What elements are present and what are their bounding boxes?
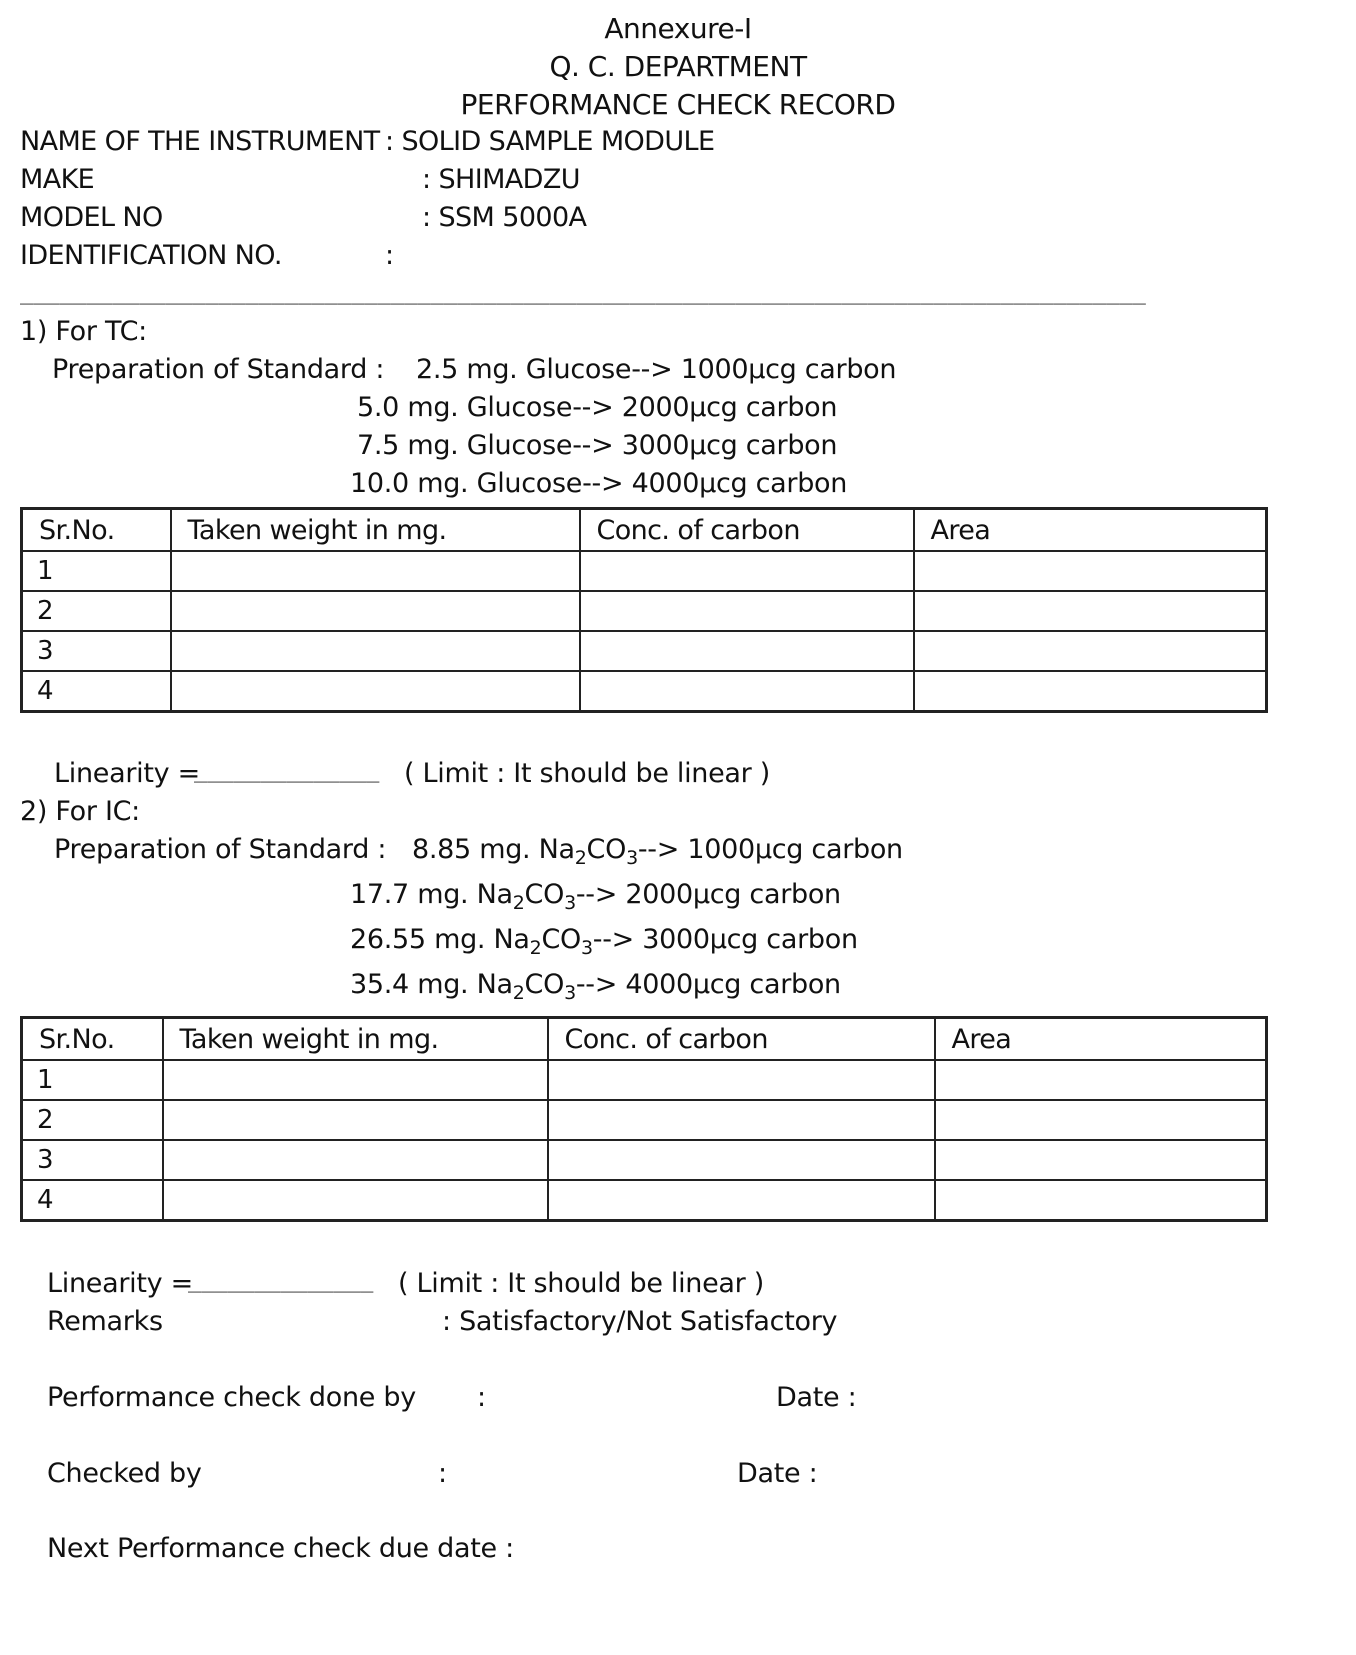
- table-row: [22, 551, 1267, 591]
- ic-cell-conc[interactable]: [548, 1100, 935, 1140]
- ic-cell-weight[interactable]: [163, 1140, 548, 1180]
- tc-col-weight: Taken weight in mg.: [171, 509, 580, 552]
- ic-col-area: Area: [935, 1018, 1267, 1061]
- tc-standard-2: 5.0 mg. Glucose--> 2000µcg carbon: [357, 392, 838, 423]
- ic-cell-area[interactable]: [935, 1180, 1267, 1221]
- tc-standard-4: 10.0 mg. Glucose--> 4000µcg carbon: [350, 468, 848, 499]
- tc-row-srno: 2: [22, 591, 171, 631]
- ic-prep-label: Preparation of Standard :: [54, 834, 387, 865]
- ic-cell-area[interactable]: [935, 1140, 1267, 1180]
- ic-cell-weight[interactable]: [163, 1100, 548, 1140]
- table-row: [22, 1060, 1267, 1100]
- table-row: [22, 1140, 1267, 1180]
- tc-row-srno: 4: [22, 671, 171, 712]
- identification-value: :: [385, 240, 394, 271]
- ic-cell-conc[interactable]: [548, 1060, 935, 1100]
- ic-cell-area[interactable]: [935, 1060, 1267, 1100]
- ic-row-srno: 3: [22, 1140, 163, 1180]
- ic-standard-1: 8.85 mg. $Na_2CO_3--> 1000\mu cg$ carbon: [412, 834, 903, 869]
- tc-cell-weight[interactable]: [171, 671, 580, 712]
- tc-col-area: Area: [914, 509, 1267, 552]
- tc-cell-conc[interactable]: [580, 671, 914, 712]
- remarks-value: : Satisfactory/Not Satisfactory: [442, 1306, 838, 1337]
- separator-line: _____________________________________________________________________________________: [20, 280, 1146, 305]
- ic-cell-weight[interactable]: [163, 1180, 548, 1221]
- tc-cell-area[interactable]: [914, 591, 1267, 631]
- checked-by-date: Date :: [737, 1458, 818, 1489]
- tc-cell-area[interactable]: [914, 671, 1267, 712]
- tc-linearity-blank[interactable]: ______________: [194, 758, 380, 783]
- table-row: [22, 671, 1267, 712]
- checked-by-colon: :: [438, 1458, 447, 1489]
- tc-table: [20, 507, 1268, 713]
- tc-cell-conc[interactable]: [580, 591, 914, 631]
- ic-row-srno: 4: [22, 1180, 163, 1221]
- tc-col-conc: Conc. of carbon: [580, 509, 914, 552]
- ic-linearity-label: Linearity =: [47, 1268, 193, 1299]
- instrument-name-value: : SOLID SAMPLE MODULE: [385, 126, 715, 157]
- tc-cell-area[interactable]: [914, 551, 1267, 591]
- ic-linearity-blank[interactable]: ______________: [188, 1268, 374, 1293]
- tc-linearity-limit: ( Limit : It should be linear ): [404, 758, 770, 789]
- tc-col-srno: Sr.No.: [22, 509, 171, 552]
- checked-by-label: Checked by: [47, 1458, 202, 1489]
- done-by-colon: :: [477, 1382, 486, 1413]
- tc-heading: 1) For TC:: [20, 316, 147, 347]
- department-title: Q. C. DEPARTMENT: [549, 50, 807, 83]
- ic-standard-4: 35.4 mg. $Na_2CO_3--> 4000\mu cg$ carbon: [350, 969, 841, 1004]
- tc-cell-weight[interactable]: [171, 631, 580, 671]
- tc-cell-weight[interactable]: [171, 551, 580, 591]
- table-row: [22, 1100, 1267, 1140]
- tc-standard-1: 2.5 mg. Glucose--> 1000µcg carbon: [416, 354, 897, 385]
- make-label: MAKE: [20, 164, 95, 195]
- table-row: [22, 1180, 1267, 1221]
- record-title: PERFORMANCE CHECK RECORD: [460, 88, 896, 121]
- tc-linearity-label: Linearity =: [54, 758, 200, 789]
- ic-col-conc: Conc. of carbon: [548, 1018, 935, 1061]
- ic-cell-area[interactable]: [935, 1100, 1267, 1140]
- tc-cell-conc[interactable]: [580, 631, 914, 671]
- ic-cell-weight[interactable]: [163, 1060, 548, 1100]
- tc-cell-weight[interactable]: [171, 591, 580, 631]
- ic-standard-3: 26.55 mg. $Na_2CO_3--> 3000\mu cg$ carbon: [350, 924, 858, 959]
- ic-row-srno: 1: [22, 1060, 163, 1100]
- tc-row-srno: 3: [22, 631, 171, 671]
- done-by-label: Performance check done by: [47, 1382, 416, 1413]
- tc-standard-3: 7.5 mg. Glucose--> 3000µcg carbon: [357, 430, 838, 461]
- ic-cell-conc[interactable]: [548, 1180, 935, 1221]
- ic-standard-2: 17.7 mg. $Na_2CO_3--> 2000\mu cg$ carbon: [350, 879, 841, 914]
- instrument-name-label: NAME OF THE INSTRUMENT: [20, 126, 380, 157]
- tc-row-srno: 1: [22, 551, 171, 591]
- table-row: [22, 591, 1267, 631]
- next-due-label: Next Performance check due date :: [47, 1533, 514, 1564]
- tc-cell-area[interactable]: [914, 631, 1267, 671]
- annexure-label: Annexure-I: [604, 12, 752, 45]
- make-value: : SHIMADZU: [422, 164, 580, 195]
- tc-table-header: [22, 509, 1267, 552]
- model-label: MODEL NO: [20, 202, 163, 233]
- tc-cell-conc[interactable]: [580, 551, 914, 591]
- ic-linearity-limit: ( Limit : It should be linear ): [398, 1268, 764, 1299]
- tc-prep-label: Preparation of Standard :: [52, 354, 385, 385]
- ic-heading: 2) For IC:: [20, 796, 140, 827]
- ic-table-header: [22, 1018, 1267, 1061]
- model-value: : SSM 5000A: [422, 202, 587, 233]
- ic-col-srno: Sr.No.: [22, 1018, 163, 1061]
- ic-table: [20, 1016, 1268, 1222]
- ic-col-weight: Taken weight in mg.: [163, 1018, 548, 1061]
- done-by-date: Date :: [776, 1382, 857, 1413]
- table-row: [22, 631, 1267, 671]
- identification-label: IDENTIFICATION NO.: [20, 240, 282, 271]
- remarks-label: Remarks: [47, 1306, 163, 1337]
- ic-cell-conc[interactable]: [548, 1140, 935, 1180]
- ic-row-srno: 2: [22, 1100, 163, 1140]
